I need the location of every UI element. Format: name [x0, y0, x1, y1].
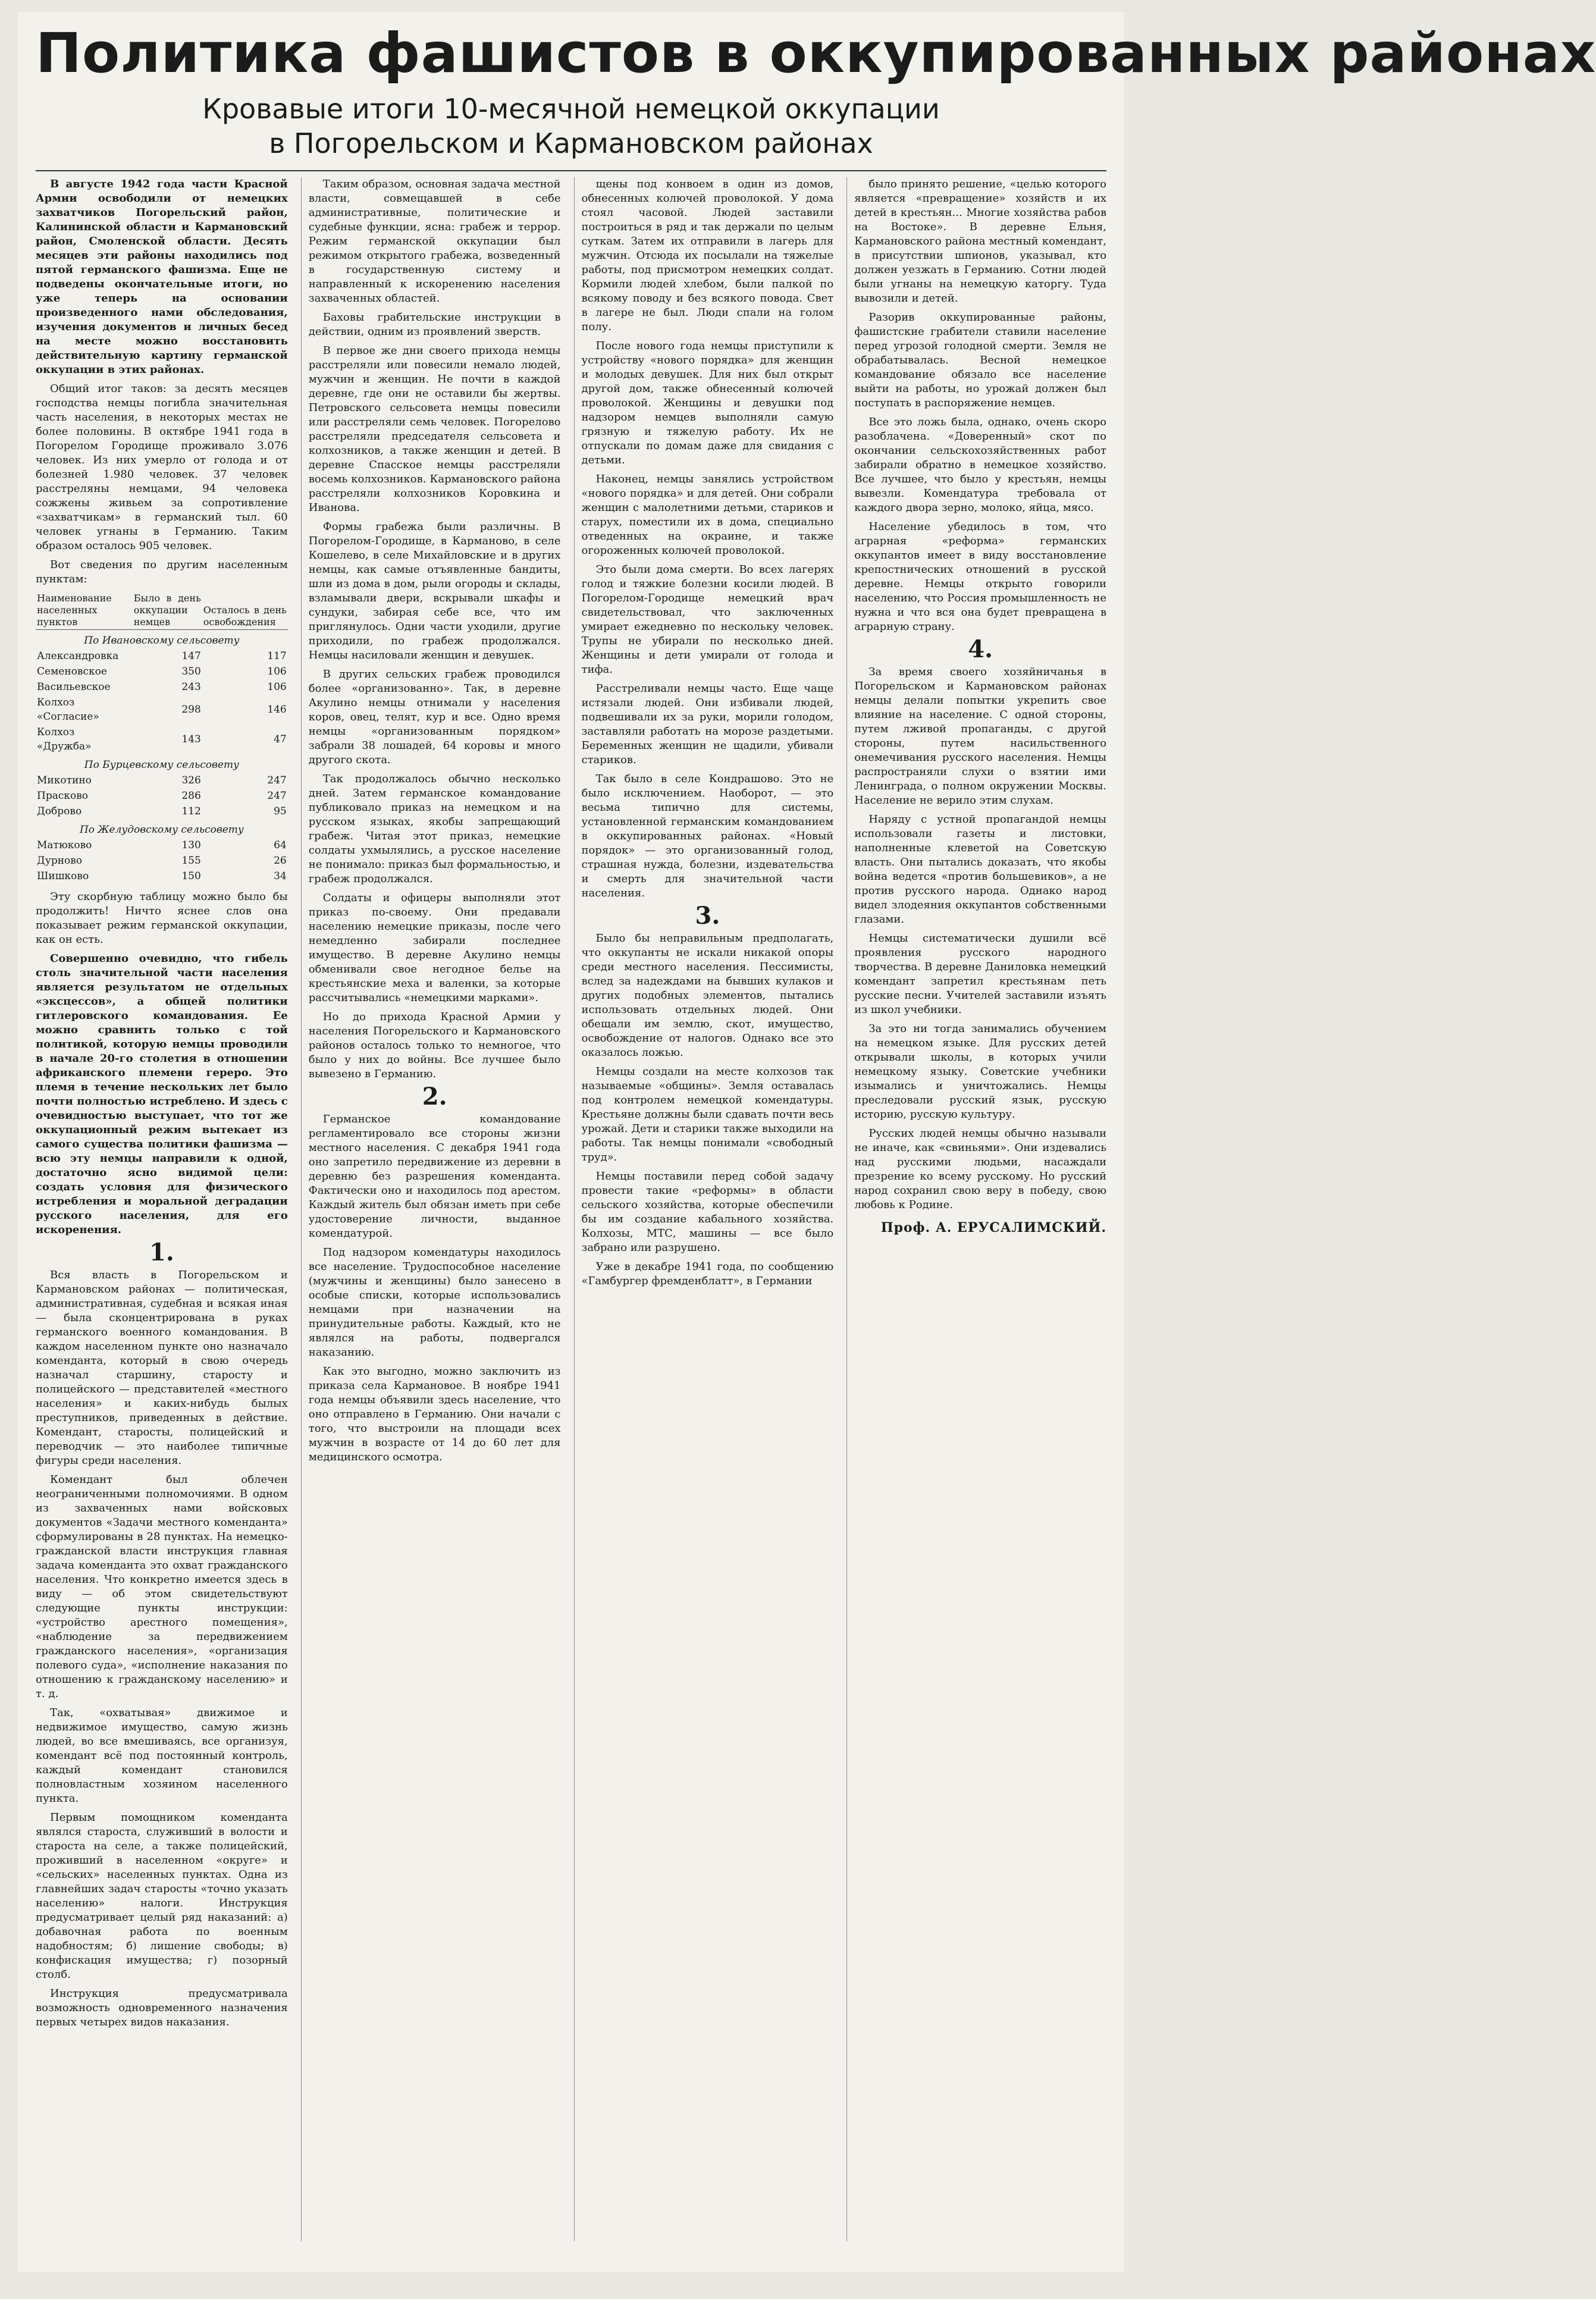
table-row [36, 773, 288, 788]
subheadline-line-1: Кровавые итоги 10-месячной немецкой оккупации [202, 93, 940, 125]
table-row [36, 788, 288, 804]
table-cell: 155 [181, 855, 201, 867]
paragraph: Расстреливали немцы часто. Еще чаще истязали людей. Они избивали людей, подвешивали их за руки, морили голодом, заставляли работать на морозе раздетыми. Беременных женщин не щадили, убивали стариков. [581, 682, 834, 766]
table-row [36, 724, 288, 754]
paragraph: Разорив оккупированные районы, фашистские грабители ставили население перед угрозой голодной смерти. Земля не обрабатывалась. Весной немецкое командование обязало все население выйти на работы, но урожай должен был поступать в распоряжение немцев. [854, 311, 1106, 409]
table-group-label: По Ивановскому сельсовету [84, 635, 240, 647]
paragraph: Формы грабежа были различны. В Погорелом-Городище, в Карманово, в селе Кошелево, в селе Михайловские и в других немцы, как самые отъявленные бандиты, шли из дома в дом, рыли огороды и склады, взламывали двери, вскрывали шкафы и сундуки, забирая себе все, что им приглянулось. Одни части уходили, другие приходили, по грабеж продолжался. Немцы насиловали женщин и девушек. [308, 520, 561, 661]
paragraph: Германское командование регламентировало все стороны жизни местного населения. С декабря 1941 года оно запретило передвижение из деревни в деревню без разрешения коменданта. Фактически оно и находилось под арестом. Каждый житель был обязан иметь при себе удостоверение личности, выданное комендатурой. [308, 1113, 561, 1240]
headline: Политика фашистов в оккупированных районах [36, 21, 1596, 85]
table-group-label: По Желудовскому сельсовету [79, 824, 244, 836]
table-cell: 147 [181, 650, 201, 662]
table-cell: 26 [274, 855, 287, 867]
author-signature: Проф. А. ЕРУСАЛИМСКИЙ. [880, 1220, 1106, 1235]
table-cell: Колхоз «Дружба» [37, 726, 92, 752]
table-group-label: По Бурцевскому сельсовету [84, 759, 239, 771]
column-4 [846, 177, 1106, 2241]
table-header: Было в день оккупации немцев [133, 591, 202, 630]
paragraph: Вся власть в Погорельском и Кармановском районах — политическая, административная, судебная и всякая иная — была сконцентрирована в руках германского военного командования. В каждом населенном пункте оно назначало коменданта, который в свою очередь назначал старшину, старосту и полицейского — представителей «местного населения» и каких-нибудь былых преступников, приведенных в действие. Комендант, старосты, полицейский и переводчик — это наиболее типичные фигуры среди населения. [36, 1269, 288, 1467]
paragraph: Все это ложь была, однако, очень скоро разоблачена. «Доверенный» скот по окончании сельскохозяйственных работ забирали обратно в немецкое хозяйство. Все лучшее, что было у крестьян, немцы вывезли. Комендатура требовала от каждого двора зерно, молоко, яйца, мясо. [854, 416, 1106, 514]
table-cell: 247 [267, 774, 287, 786]
paragraph: За время своего хозяйничанья в Погорельском и Кармановском районах немцы делали попытки укрепить свое влияние на население. С одной стороны, путем лживой пропаганды, с другой стороны, путем насильственного онемечивания русского населения. Немцы распространяли слухи о взятии ими Ленинграда, о полном окружении Москвы. Население не верило этим слухам. [854, 666, 1106, 807]
paragraph: Так продолжалось обычно несколько дней. Затем германское командование публиковало приказ на немецком и на русском языках, якобы запрещающий грабеж. Читая этот приказ, немецкие солдаты ухмылялись, а русское население не понимало: приказ был формальностью, и грабеж продолжался. [308, 773, 561, 885]
paragraph: Наряду с устной пропагандой немцы использовали газеты и листовки, наполненные клеветой на Советскую власть. Они пытались доказать, что якобы война ведется «против большевиков», а не против русского народа. Однако народ видел злодеяния оккупантов собственными глазами. [854, 813, 1106, 926]
paragraph: Первым помощником коменданта являлся староста, служивший в волости и староста на селе, а также полицейский, проживший в населенном «округе» и «сельских» населенных пунктах. Одна из главнейших задач старосты «точно указать населению» налоги. Инструкция предусматривает целый ряд наказаний: а) добавочная работа по военным надобностям; б) лишение свободы; в) конфискация имущества; г) позорный столб. [36, 1811, 288, 1981]
paragraph: Немцы поставили перед собой задачу провести такие «реформы» в области сельского хозяйства, которые обеспечили бы им создание кабального хозяйства. Колхозы, МТС, машины — все было забрано или разрушено. [581, 1170, 834, 1254]
paragraph: было принято решение, «целью которого является «превращение» хозяйств и их детей в крестьян... Многие хозяйства рабов на Востоке». В деревне Ельня, Кармановского района местный комендант, в присутствии шпионов, указывал, кто должен уезжать в Германию. Сотни людей были угнаны на немецкую каторгу. Туда вывозили и детей. [854, 178, 1106, 305]
table-cell: 286 [181, 790, 201, 802]
paragraph: После нового года немцы приступили к устройству «нового порядка» для женщин и молодых девушек. Для них был открыт другой дом, также обнесенный колючей проволокой. Женщины и девушки под надзором немцев выполняли самую грязную и тяжелую работу. Их не отпускали по домам даже для свидания с детьми. [581, 340, 834, 466]
table-row [36, 838, 288, 853]
table-cell: Александровка [37, 650, 119, 662]
table-cell: 146 [267, 704, 287, 716]
paragraph: Было бы неправильным предполагать, что оккупанты не искали никакой опоры среди местного населения. Пессимисты, вслед за надеждами на бывших кулаков и других подобных элементов, пытались использовать отдельных людей. Они обещали им землю, скот, имущество, освобождение от налогов. Однако все это оказалось ложью. [581, 932, 834, 1059]
paragraph: Русских людей немцы обычно называли не иначе, как «свиньями». Они издевались над русскими людьми, насаждали презрение ко всему русскому. Но русский народ сохранил свою веру в победу, свою любовь к Родине. [854, 1127, 1106, 1211]
paragraph: Немцы создали на месте колхозов так называемые «общины». Земля оставалась под контролем немецкой комендатуры. Крестьяне должны были сдавать почти весь урожай. Дети и старики также выходили на работы. Так немцы понимали «свободный труд». [581, 1065, 834, 1163]
table-row [36, 648, 288, 664]
paragraph: Инструкция предусматривала возможность одновременного назначения первых четырех видов наказания. [36, 1987, 288, 2028]
table-cell: Шишково [37, 870, 89, 882]
section-number: 1. [149, 1238, 174, 1266]
table-cell: 106 [267, 681, 287, 693]
paragraph: Баховы грабительские инструкции в действии, одним из проявлений зверств. [308, 311, 561, 338]
table-cell: Прасково [37, 790, 89, 802]
newspaper-page [18, 12, 1596, 2272]
table-cell: Микотино [37, 774, 92, 786]
population-table [36, 591, 288, 884]
paragraph: В первое же дни своего прихода немцы расстреляли или повесили немало людей, мужчин и женщин. Не почти в каждой деревне, где они не оставили бы жертвы. Петровского сельсовета немцы повесили или расстреляли семь человек. Погорелово расстреляли председателя сельсовета и колхозников, а также женщин и детей. В деревне Спасское немцы расстреляли восемь колхозников. Кармановского района расстреляли колхозников Коровкина и Иванова. [308, 344, 561, 514]
subheadline-line-2: в Погорельском и Кармановском районах [269, 127, 873, 159]
paragraph: Наконец, немцы занялись устройством «нового порядка» и для детей. Они собрали женщин с малолетними детьми, стариков и старух, поместили их в дома, специально отведенных на окраине, и также огороженных колючей проволокой. [581, 473, 834, 557]
table-header: Наименование населенных пунктов [36, 591, 133, 630]
table-cell: Дурново [37, 855, 83, 867]
paragraph: Общий итог таков: за десять месяцев господства немцы погибла значительная часть населения, в некоторых местах не более половины. В октябре 1941 года в Погорелом Городище проживало 3.076 человек. Из них умерло от голода и от болезней 1.980 человек. 37 человек расстреляны немцами, 94 человека сожжены живьем за сопротивление «захватчикам» в германский тыл. 60 человек угнаны в Германию. Таким образом осталось 905 человек. [36, 382, 288, 552]
divider [36, 170, 1106, 171]
table-cell: Доброво [37, 805, 82, 817]
paragraph: Комендант был облечен неограниченными полномочиями. В одном из захваченных нами войсковых документов «Задачи местного коменданта» сформулированы в 28 пунктах. На немецко-гражданской власти инструкция главная задача коменданта это охват гражданского населения. Что конкретно имеется здесь в виду — об этом свидетельствуют следующие пункты инструкции: «устройство арестного помещения», «наблюдение за передвижением гражданского населения», «организация полевого суда», «исполнение наказания по отношению к гражданскому населению» и т. д. [36, 1473, 288, 1700]
table-row [36, 868, 288, 884]
table-header: Осталось в день освобождения [202, 591, 288, 630]
section-number: 2. [422, 1083, 447, 1111]
paragraph: Под надзором комендатуры находилось все население. Трудоспособное население (мужчины и женщины) было занесено в особые списки, которые использовались немцами при назначении на принудительные работы. Каждый, кто не являлся на работы, подвергался наказанию. [308, 1246, 561, 1359]
table-cell: 350 [181, 666, 201, 678]
subheadline [36, 92, 1106, 161]
paragraph: щены под конвоем в один из домов, обнесенных колючей проволокой. У дома стоял часовой. Людей заставили построиться в ряд и так держали по целым суткам. Затем их отправили в лагерь для мужчин. Отсюда их посылали на тяжелые работы, под присмотром немецких солдат. Кормили людей хлебом, были палкой по всякому поводу и без всякого повода. Свет в лагере не был. Люди спали на голом полу. [581, 178, 834, 333]
table-cell: 34 [274, 870, 287, 882]
table-cell: 112 [181, 805, 201, 817]
column-3 [574, 177, 834, 2241]
table-cell: 130 [181, 839, 201, 851]
paragraph: Совершенно очевидно, что гибель столь значительной части населения является результатом не отдельных «эксцессов», а общей политики гитлеровского командования. Ее можно сравнить только с той политикой, которую немцы проводили в начале 20-го столетия в отношении африканского племени гереро. Это племя в течение нескольких лет было почти полностью истреблено. И здесь с очевидностью выступает, что тот же оккупационный режим вытекает из самого существа политики фашизма — всю эту немцы направили к одной, достаточно ясно видимой цели: создать условия для физического истребления и моральной деградации русского населения, для его искоренения. [36, 952, 288, 1236]
table-cell: 326 [181, 774, 201, 786]
table-row [36, 695, 288, 724]
table-cell: Колхоз «Согласие» [37, 697, 99, 723]
table-cell: 247 [267, 790, 287, 802]
section-number: 3. [695, 902, 720, 930]
paragraph: Но до прихода Красной Армии у населения Погорельского и Кармановского районов осталось только то немногое, что было у них до войны. Все лучшее было вывезено в Германию. [308, 1011, 561, 1080]
paragraph: За это ни тогда занимались обучением на немецком языке. Для русских детей открывали школы, в которых учили немецкому языку. Советские учебники изымались и уничтожались. Немцы преследовали русский язык, русскую историю, русскую культуру. [854, 1023, 1106, 1121]
paragraph: Население убедилось в том, что аграрная «реформа» германских оккупантов имеет в виду восстановление крепостнических отношений в русской деревне. Немцы открыто говорили населению, что Россия промышленность не нужна и что вся она будет превращена в аграрную страну. [854, 520, 1106, 633]
table-cell: Матюково [37, 839, 92, 851]
table-cell: 243 [181, 681, 201, 693]
paragraph: Как это выгодно, можно заключить из приказа села Кармановое. В ноябре 1941 года немцы объявили здесь население, что оно отправлено в Германию. Они начали с того, что выстроили на площади всех мужчин в возрасте от 14 до 60 лет для медицинского осмотра. [308, 1365, 561, 1463]
table-row [36, 853, 288, 868]
table-cell: 143 [181, 733, 201, 745]
paragraph: Эту скорбную таблицу можно было бы продолжить! Ничто яснее слов она показывает режим германской оккупации, как он есть. [36, 890, 288, 946]
paragraph: Так было в селе Кондрашово. Это не было исключением. Наоборот, — это весьма типично для системы, установленной германским командованием в оккупированных районах. «Новый порядок» — это организованный голод, страшная нужда, болезни, издевательства и смерть для значительной части населения. [581, 773, 834, 899]
column-2 [301, 177, 561, 2241]
article-columns [36, 177, 1106, 2241]
table-row [36, 664, 288, 679]
paragraph: Немцы систематически душили всё проявления русского народного творчества. В деревне Даниловка немецкий комендант запретил крестьянам петь русские песни. Учителей заставили изъять из школ учебники. [854, 932, 1106, 1016]
table-row [36, 679, 288, 695]
paragraph: Солдаты и офицеры выполняли этот приказ по-своему. Они предавали населению немецкие приказы, после чего немедленно забирали последнее имущество. В деревне Акулино немцы обменивали свое негодное белье на крестьянские меха и валенки, за которые рассчитывались «немецкими марками». [308, 892, 561, 1004]
table-cell: Васильевское [37, 681, 111, 693]
paragraph: Это были дома смерти. Во всех лагерях голод и тяжкие болезни косили людей. В Погорелом-Городище немецкий врач свидетельствовал, что заключенных умирает ежедневно по нескольку человек. Трупы не убирали по несколько дней. Женщины и дети умирали от голода и тифа. [581, 563, 834, 676]
paragraph: Так, «охватывая» движимое и недвижимое имущество, самую жизнь людей, во все вмешиваясь, все организуя, комендант всё под постоянный контроль, каждый комендант становился полновластным хозяином населенного пункта. [36, 1707, 288, 1805]
table-cell: 106 [267, 666, 287, 678]
table-row [36, 804, 288, 819]
table-cell: Семеновское [37, 666, 107, 678]
column-1 [36, 177, 288, 2241]
table-cell: 95 [274, 805, 287, 817]
table-cell: 47 [274, 733, 287, 745]
paragraph: Вот сведения по другим населенным пунктам: [36, 559, 288, 585]
table-cell: 150 [181, 870, 201, 882]
table-cell: 64 [274, 839, 287, 851]
table-cell: 117 [267, 650, 287, 662]
section-number: 4. [968, 635, 993, 663]
table-cell: 298 [181, 704, 201, 716]
paragraph: Таким образом, основная задача местной власти, совмещавшей в себе административные, политические и судебные функции, ясна: грабеж и террор. Режим германской оккупации был режимом открытого грабежа, возведенный в государственную систему и направленный к искоренению населения захваченных областей. [308, 178, 561, 305]
paragraph: В других сельских грабеж проводился более «организованно». Так, в деревне Акулино немцы отнимали у населения коров, овец, телят, кур и все. Одно время немцы «организованным порядком» забрали 38 лошадей, 64 коровы и много другого скота. [308, 668, 561, 766]
paragraph: Уже в декабре 1941 года, по сообщению «Гамбургер фремденблатт», в Германии [581, 1260, 834, 1287]
paragraph: В августе 1942 года части Красной Армии освободили от немецких захватчиков Погорельский район, Калининской области и Кармановский район, Смоленской области. Десять месяцев эти районы находились под пятой германского фашизма. Еще не подведены окончательные итоги, но уже теперь на основании произведенного нами обследования, изучения документов и личных бесед на месте можно восстановить действительную картину германской оккупации в этих районах. [36, 178, 288, 376]
